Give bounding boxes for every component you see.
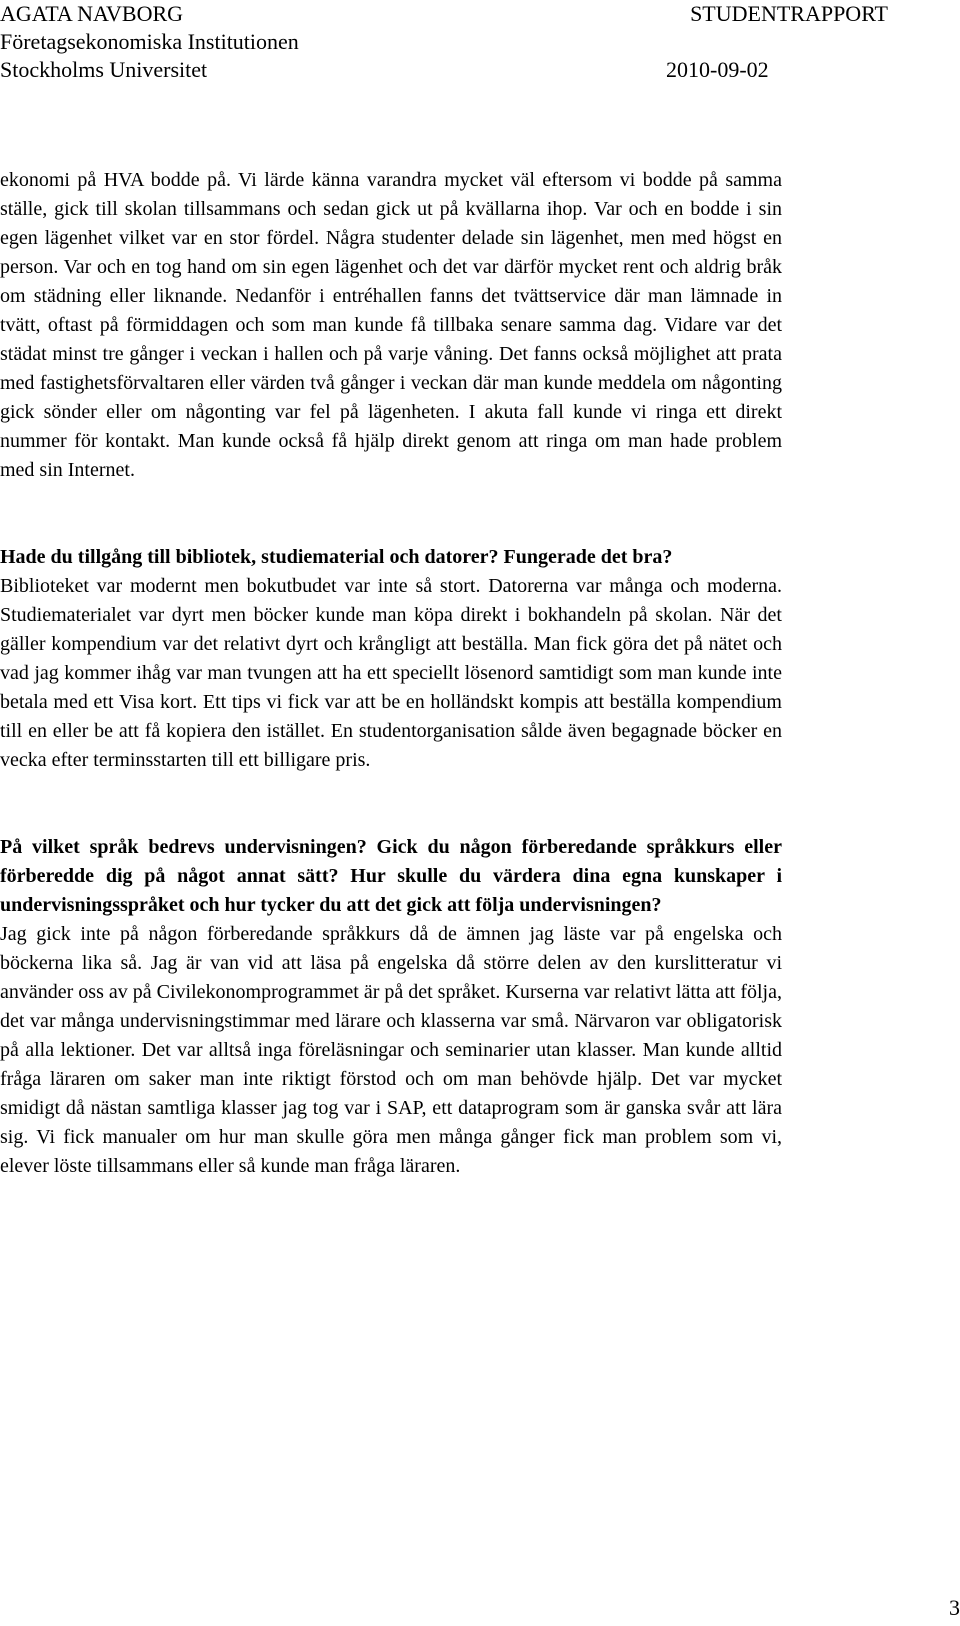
section-question-language: På vilket språk bedrevs undervisningen? Gick du någon förberedande språkkurs eller förberedde dig på något annat sätt? Hur skulle du värdera dina egna kunskaper i undervisningsspråket och hur tycker du att det gick att följa undervisningen?	[0, 836, 782, 916]
intro-paragraph: ekonomi på HVA bodde på. Vi lärde känna varandra mycket väl eftersom vi bodde på samma ställe, gick till skolan tillsammans och sedan gick ut på kvällarna ihop. Var och en bodde i sin egen lägenhet vilket var en stor fördel. Några studenter delade sin lägenhet, men med högst en person. Var och en tog hand om sin egen lägenhet och det var därför mycket rent och aldrig bråk om städning eller liknande. Nedanför i entréhallen fanns det tvättservice där man lämnade in tvätt, oftast på förmiddagen och som man kunde få tillbaka senare samma dag. Vidare var det städat minst tre gånger i veckan i hallen och på varje våning. Det fanns också möjlighet att prata med fastighetsförvaltaren eller värden två gånger i veckan där man kunde meddela om någonting gick sönder eller om någonting var fel på lägenheten. I akuta fall kunde vi ringa ett direkt nummer för kontakt. Man kunde också få hjälp direkt genom att ringa om man hade problem med sin Internet.	[0, 169, 782, 481]
header-university: Stockholms Universitet	[0, 57, 208, 82]
header-doc-type: STUDENTRAPPORT	[690, 1, 888, 26]
section-answer-library: Biblioteket var modernt men bokutbudet var inte så stort. Datorerna var många och moderna. Studiematerialet var dyrt men böcker kunde man köpa direkt i bokhandeln på skolan. När det gäller kompendium var det relativt dyrt och krångligt att beställa. Man fick göra det på nätet och vad jag kommer ihåg var man tvungen att ha ett speciellt lösenord samtidigt som man kunde inte betala med ett Visa kort. Ett tips vi fick var att be en holländskt kompis att beställa kompendium till en eller be att få kopiera den istället. En studentorganisation sålde även begagnade böcker en vecka efter terminsstarten till ett billigare pris.	[0, 575, 782, 771]
page-header	[0, 0, 960, 90]
header-date: 2010-09-02	[666, 57, 769, 82]
section-spacer	[0, 485, 782, 543]
header-author: AGATA NAVBORG	[0, 1, 184, 26]
document-body	[0, 166, 782, 1181]
section-question-library: Hade du tillgång till bibliotek, studiematerial och datorer? Fungerade det bra?	[0, 546, 673, 568]
page-number: 3	[949, 1595, 960, 1620]
section-spacer	[0, 775, 782, 833]
header-department: Företagsekonomiska Institutionen	[0, 29, 299, 54]
section-answer-language: Jag gick inte på någon förberedande språkkurs då de ämnen jag läste var på engelska och böckerna lika så. Jag är van vid att läsa på engelska då större delen av den kurslitteratur vi använder oss av på Civilekonomprogrammet är på det språket. Kurserna var relativt lätta att följa, det var många undervisningstimmar med lärare och klasserna var små. Närvaron var obligatorisk på alla lektioner. Det var alltså inga föreläsningar och seminarier utan klasser. Man kunde alltid fråga läraren om saker man inte riktigt förstod och om man behövde hjälp. Det var mycket smidigt då nästan samtliga klasser jag tog var i SAP, ett dataprogram som är ganska svår att lära sig. Vi fick manualer om hur man skulle göra men många gånger fick man problem som vi, elever löste tillsammans eller så kunde man fråga läraren.	[0, 923, 782, 1177]
